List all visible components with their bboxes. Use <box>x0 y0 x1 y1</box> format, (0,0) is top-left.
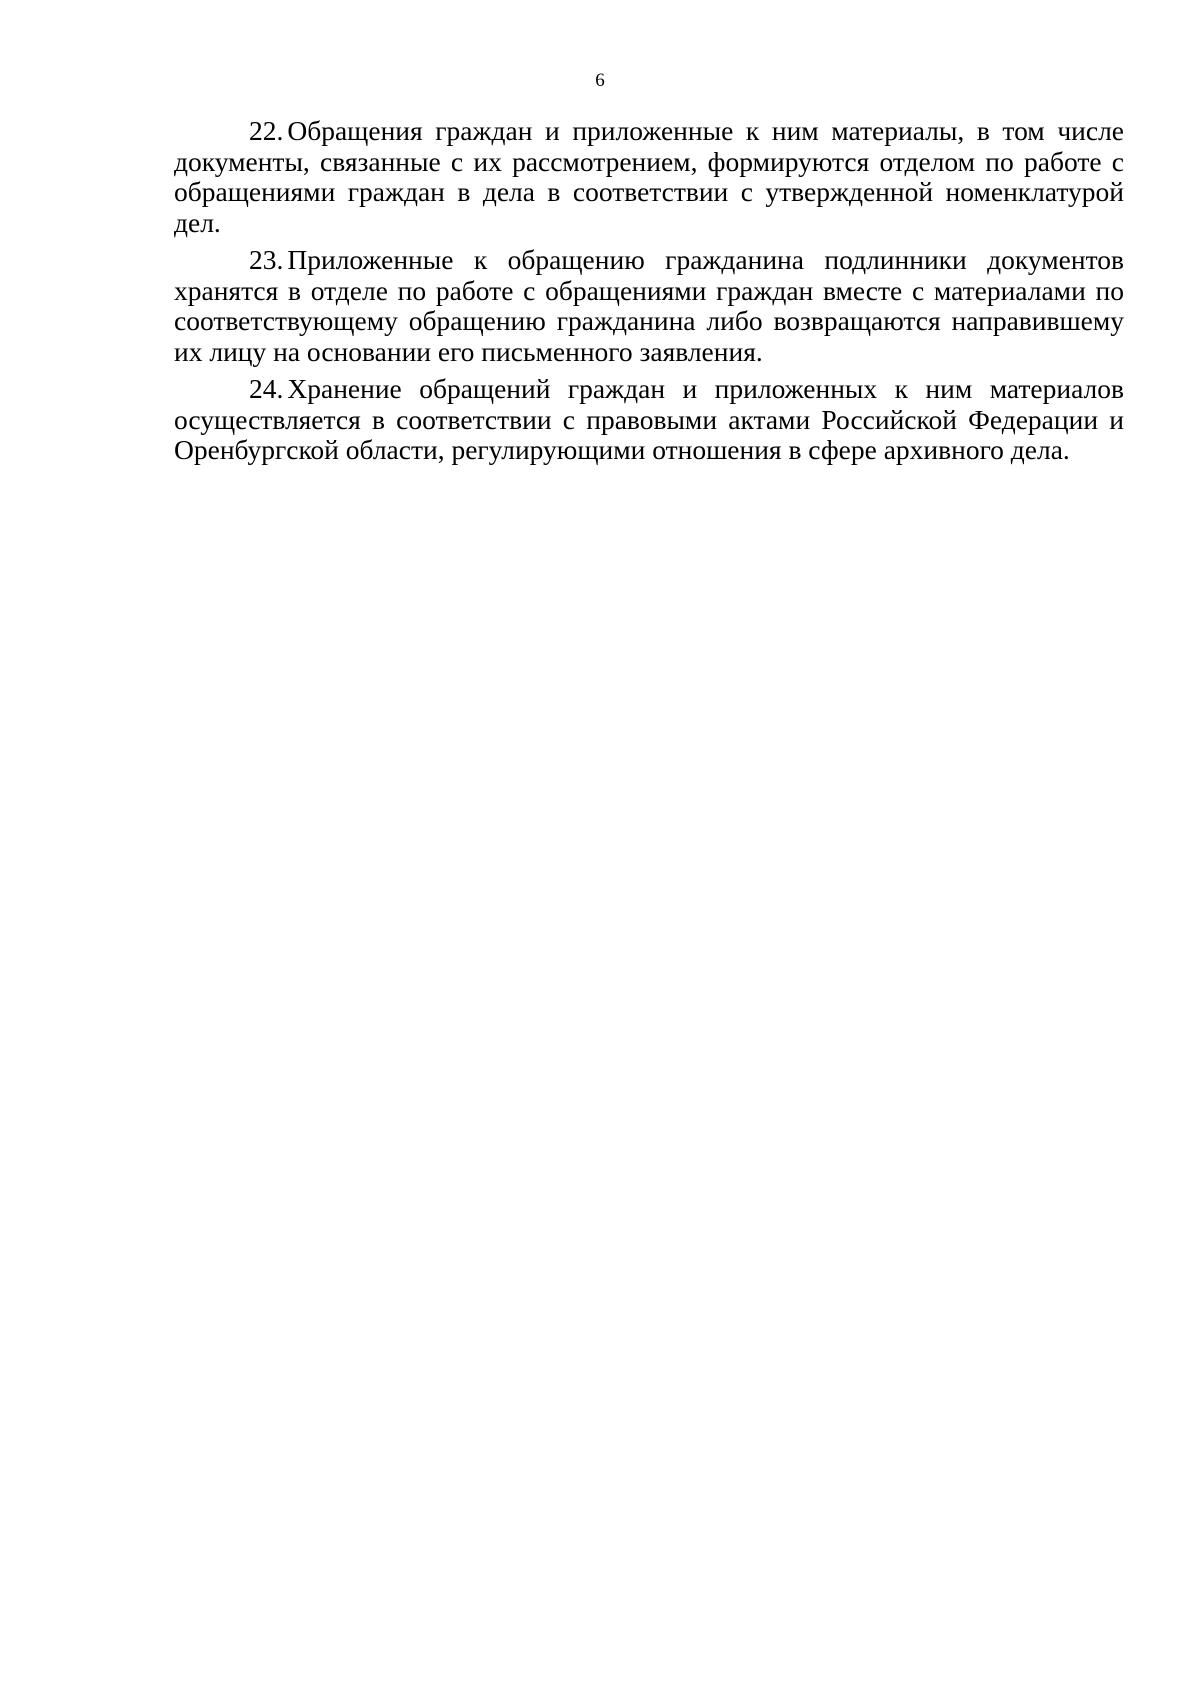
paragraph-number: 22. <box>249 115 284 146</box>
paragraph-text: Обращения граждан и приложенные к ним материалы, в том числе документы, связанные с их рассмотрением, формируются отделом по работе с обращениями граждан в дела в соответствии с утвержденной номенклатурой дел. <box>174 115 1124 238</box>
paragraph-text: Приложенные к обращению гражданина подлинники документов хранятся в отделе по работе с обращениями граждан вместе с материалами по соответствующему обращению гражданина либо возвращаются направившему их лицу на основании его письменного заявления. <box>174 244 1124 367</box>
paragraph-22 <box>174 116 1124 238</box>
paragraph-number: 23. <box>249 244 284 275</box>
paragraph-24 <box>174 374 1124 466</box>
paragraph-text: Хранение обращений граждан и приложенных к ним материалов осуществляется в соответствии с правовыми актами Российской Федерации и Оренбургской области, регулирующими отношения в сфере архивного дела. <box>174 373 1124 465</box>
page-number: 6 <box>595 70 605 91</box>
paragraph-23 <box>174 245 1124 367</box>
document-body <box>174 116 1124 473</box>
paragraph-number: 24. <box>249 373 284 404</box>
